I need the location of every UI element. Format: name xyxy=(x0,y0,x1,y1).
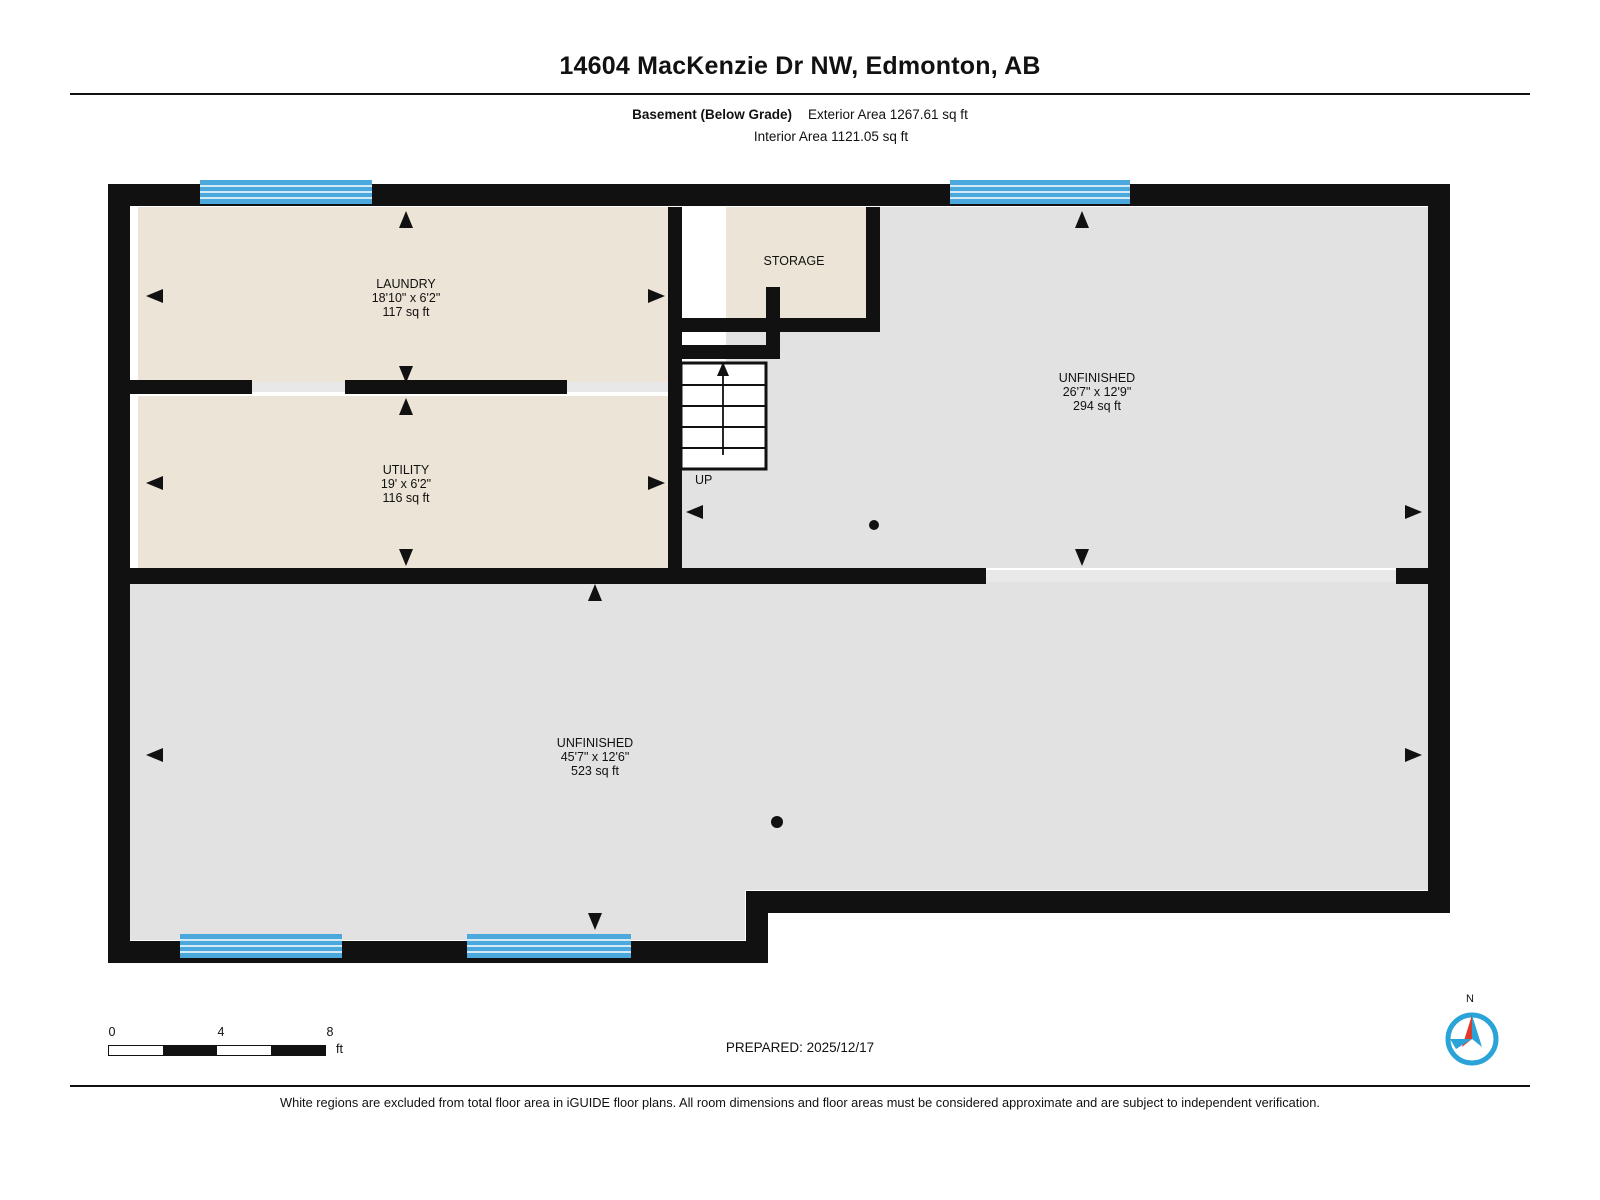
room-label-utility-dims: 19' x 6'2" xyxy=(380,477,432,491)
room-label-laundry-name: LAUNDRY xyxy=(376,277,436,291)
stair-wall-south xyxy=(676,345,780,359)
floor-level-label: Basement (Below Grade) xyxy=(632,107,792,122)
scale-tick-8: 8 xyxy=(326,1025,334,1039)
compass-north-label: N xyxy=(1466,993,1474,1005)
interior-wall-laundry-utility-b xyxy=(345,380,567,394)
room-label-laundry-dims: 18'10" x 6'2" xyxy=(371,291,441,305)
disclaimer-text: White regions are excluded from total floor area in iGUIDE floor plans. All room dimensions and floor areas must be considered approximate and are subject to independent verification. xyxy=(280,1095,1320,1110)
room-label-utility xyxy=(381,463,431,505)
interior-wall-mid-horizontal xyxy=(130,568,986,584)
room-label-storage xyxy=(764,254,825,268)
interior-area-label: Interior Area 1121.05 sq ft xyxy=(753,129,909,144)
interior-wall-mid-horizontal-right xyxy=(1396,568,1439,584)
doorway-gap-utility-east xyxy=(567,382,676,392)
compass-rose xyxy=(1436,995,1508,1067)
exterior-area-label: Exterior Area 1267.61 sq ft xyxy=(807,107,968,122)
room-label-laundry-area: 117 sq ft xyxy=(382,305,430,319)
room-label-utility-name: UTILITY xyxy=(382,463,430,477)
footer-divider xyxy=(70,1085,1530,1087)
interior-wall-laundry-utility-a xyxy=(130,380,252,394)
window-bottom-left xyxy=(180,934,342,958)
scale-tick-4: 4 xyxy=(217,1025,225,1039)
room-center-marker-upper xyxy=(869,520,879,530)
room-label-unfinished-lower-dims: 45'7" x 12'6" xyxy=(560,750,630,764)
stairs-up-label: UP xyxy=(695,473,713,487)
opening-mid-horizontal xyxy=(986,570,1396,582)
page-title: 14604 MacKenzie Dr NW, Edmonton, AB xyxy=(559,52,1041,80)
room-center-marker-lower xyxy=(771,816,783,828)
room-fill-unfinished-lower xyxy=(130,578,1428,940)
room-label-utility-area: 116 sq ft xyxy=(382,491,430,505)
interior-wall-vertical-center xyxy=(668,207,682,367)
room-label-unfinished-upper-dims: 26'7" x 12'9" xyxy=(1062,385,1132,399)
window-top-right xyxy=(950,180,1130,204)
window-top-left xyxy=(200,180,372,204)
staircase xyxy=(681,362,766,469)
scale-unit-label: ft xyxy=(336,1042,343,1056)
stair-shaft-excluded xyxy=(676,207,726,367)
storage-wall-east xyxy=(866,207,880,325)
room-label-unfinished-upper-name: UNFINISHED xyxy=(1058,371,1136,385)
prepared-date: PREPARED: 2025/12/17 xyxy=(725,1040,875,1055)
room-label-storage-name: STORAGE xyxy=(763,254,825,268)
doorway-gap-laundry-utility xyxy=(252,382,345,392)
storage-wall-south xyxy=(681,318,880,332)
window-bottom-center xyxy=(467,934,631,958)
room-label-unfinished-lower-area: 523 sq ft xyxy=(571,764,619,778)
room-label-unfinished-upper-area: 294 sq ft xyxy=(1073,399,1121,413)
room-label-unfinished-lower-name: UNFINISHED xyxy=(556,736,634,750)
scale-tick-0: 0 xyxy=(108,1025,116,1039)
